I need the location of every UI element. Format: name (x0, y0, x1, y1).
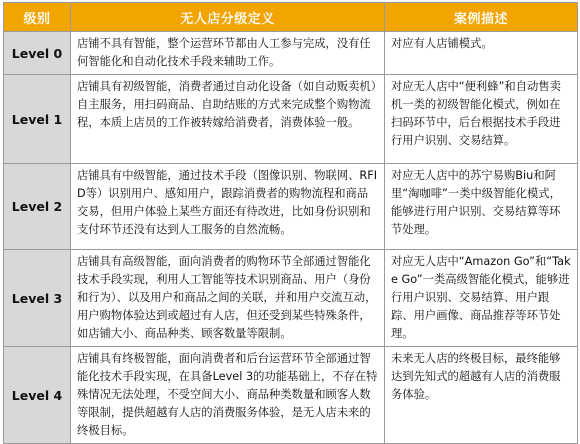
table-header-row (4, 3, 578, 32)
case-cell: 对应有人店铺模式。 (385, 32, 578, 75)
levels-table (3, 2, 578, 444)
case-cell: 对应无人店中“Amazon Go”和“Take Go”一类高级智能化模式，能够进行用户识别、交易结算、用户跟踪、用户画像、商品推荐等环节处理。 (385, 250, 578, 347)
header-definition: 无人店分级定义 (71, 3, 385, 32)
table-row (4, 32, 578, 75)
case-cell: 对应无人店中的苏宁易购Biu和阿里“淘咖啡”一类中级智能化模式，能够进行用户识别、交易结算等环节处理。 (385, 164, 578, 250)
definition-cell: 店铺不具有智能，整个运营环节都由人工参与完成，没有任何智能化和自动化技术手段来辅助工作。 (71, 32, 385, 75)
table-row (4, 75, 578, 164)
level-cell: Level 1 (4, 75, 71, 164)
level-cell: Level 2 (4, 164, 71, 250)
case-cell: 对应无人店中“便利蜂”和自动售卖机一类的初级智能化模式，例如在扫码环节中，后台根据技术手段进行用户识别、交易结算。 (385, 75, 578, 164)
definition-cell: 店铺具有终极智能，面向消费者和后台运营环节全部通过智能化技术手段实现，在具备Level 3的功能基础上，不存在特殊情况无法处理，不受空间大小、商品种类数量和顾客人数等限制，提供超越有人店的消费服务体验，是无人店未来的终极目标。 (71, 347, 385, 444)
header-level: 级别 (4, 3, 71, 32)
level-cell: Level 0 (4, 32, 71, 75)
case-cell: 未来无人店的终极目标，最终能够达到先知式的超越有人店的消费服务体验。 (385, 347, 578, 444)
definition-cell: 店铺具有中级智能，通过技术手段（图像识别、物联网、RFID等）识别用户、感知用户，跟踪消费者的购物流程和商品交易，但用户体验上某些方面还有待改进，比如身份识别和支付环节还没有达到人工服务的自然流畅。 (71, 164, 385, 250)
level-cell: Level 3 (4, 250, 71, 347)
level-cell: Level 4 (4, 347, 71, 444)
header-case: 案例描述 (385, 3, 578, 32)
table-row (4, 347, 578, 444)
table-row (4, 164, 578, 250)
definition-cell: 店铺具有初级智能，消费者通过自动化设备（如自动贩卖机）自主服务，用扫码商品、自助结账的方式来完成整个购物流程，本质上店员的工作被转嫁给消费者，消费体验一般。 (71, 75, 385, 164)
definition-cell: 店铺具有高级智能，面向消费者的购物环节全部通过智能化技术手段实现，利用人工智能等技术识别商品、用户（身份和行为）、以及用户和商品之间的关联，并和用户交流互动，用户购物体验达到或超过有人店，但还受到某些特殊条件，如店铺大小、商品种类、顾客数量等限制。 (71, 250, 385, 347)
table-row (4, 250, 578, 347)
